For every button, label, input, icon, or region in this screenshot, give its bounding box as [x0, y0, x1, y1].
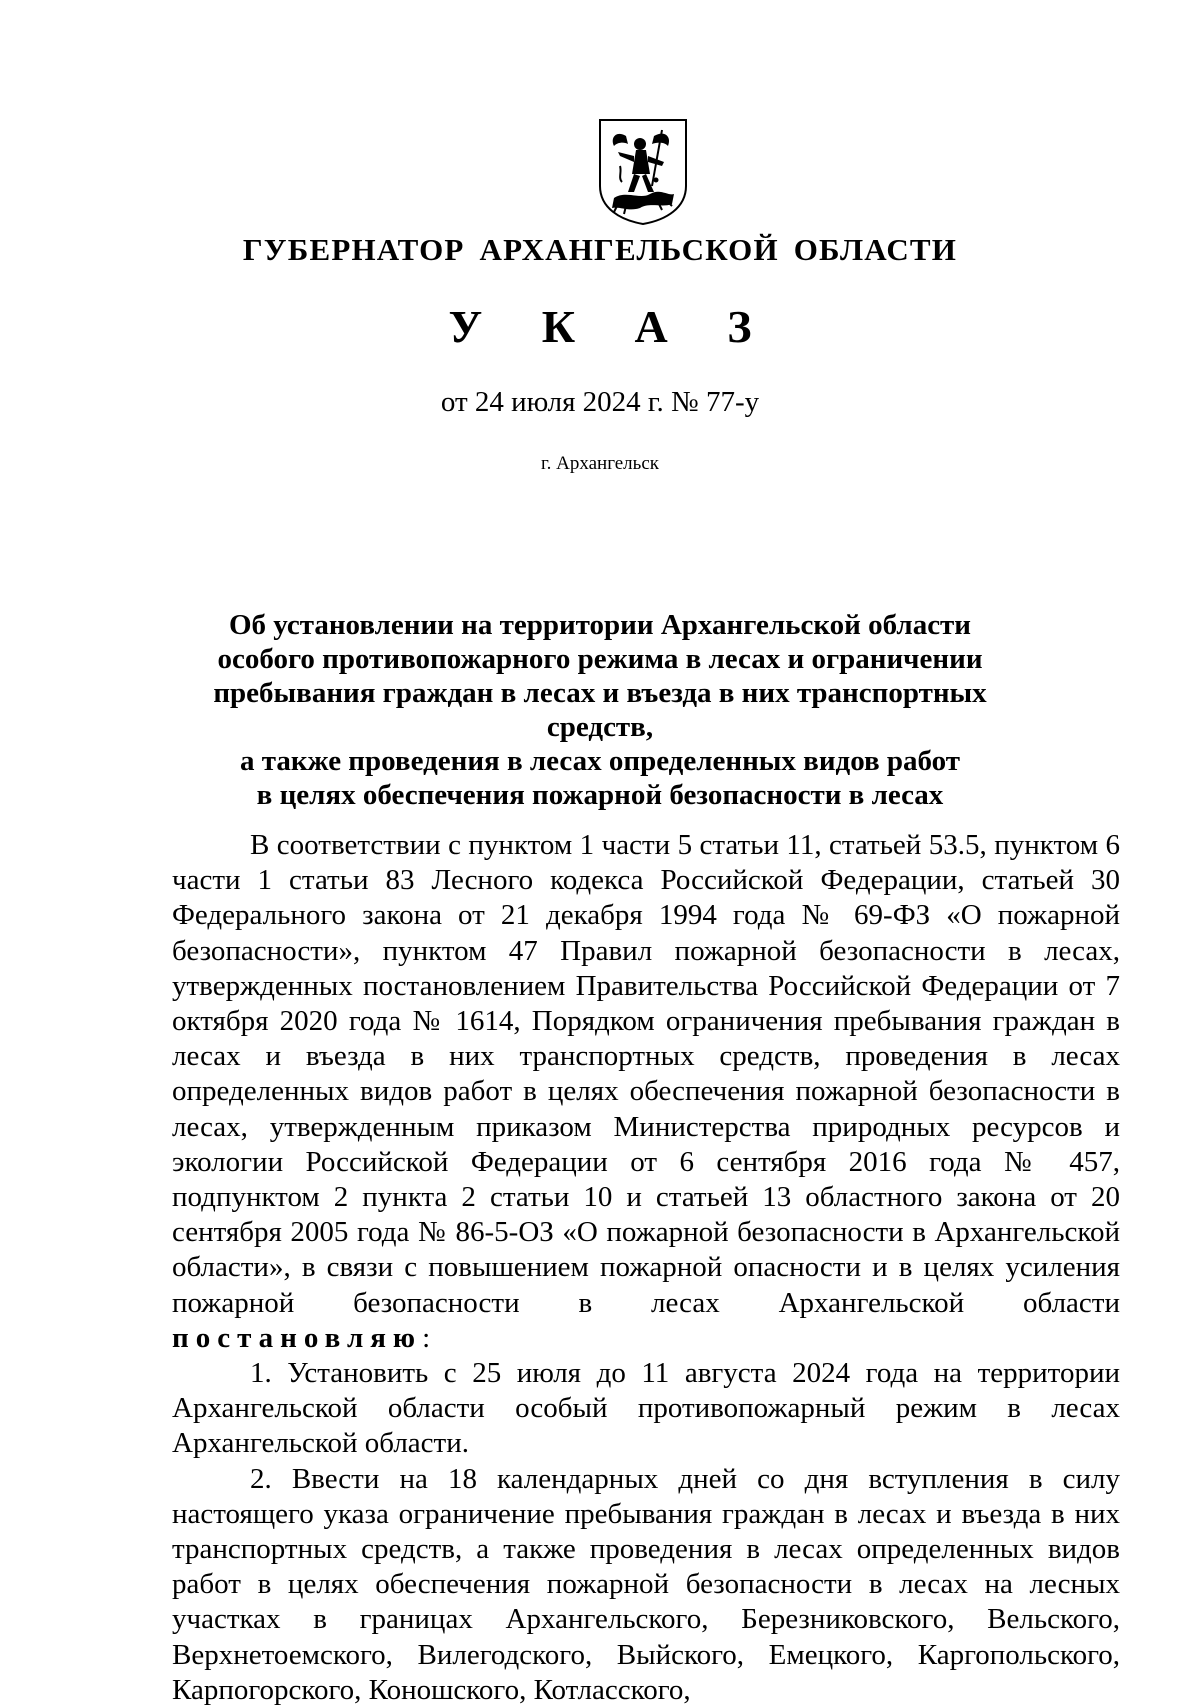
- subject-line: в целях обеспечения пожарной безопасности в лесах: [256, 779, 944, 811]
- decree-item-2: 2. Ввести на 18 календарных дней со дня вступления в силу настоящего указа ограничение пребывания граждан в лесах и въезда в них транспортных средств, а также проведения в лесах определенных видов работ в целях обеспечения пожарной безопасности в лесах на лесных участках в границах Архангельского, Березниковского, Вельского, Верхнетоемского, Вилегодского, Выйского, Емецкого, Каргопольского, Карпогорского, Коношского, Котласского,: [172, 1462, 1120, 1706]
- decree-item-1: 1. Установить с 25 июля до 11 августа 2024 года на территории Архангельской области особый противопожарный режим в лесах Архангельской области.: [172, 1357, 1120, 1460]
- subject-line: пребывания граждан в лесах и въезда в них транспортных средств,: [213, 677, 987, 743]
- decree-colon: :: [422, 1321, 431, 1354]
- decree-word: постановляю: [172, 1321, 423, 1354]
- document-date-number: от 24 июля 2024 г. № 77-у: [440, 386, 760, 418]
- subject-line: особого противопожарного режима в лесах и ограничении: [217, 643, 983, 675]
- document-body: [172, 828, 1120, 1708]
- document-type-title: У К А З: [448, 301, 776, 352]
- preamble-paragraph: [172, 828, 1120, 1356]
- document-subject: [170, 608, 1030, 812]
- coat-of-arms-icon: [596, 116, 690, 226]
- document-city: г. Архангельск: [540, 453, 659, 474]
- subject-line: а также проведения в лесах определенных видов работ: [239, 745, 961, 777]
- preamble-text: В соответствии с пунктом 1 части 5 статьи 11, статьей 53.5, пунктом 6 части 1 статьи 83 Лесного кодекса Российской Федерации, статьей 30 Федерального закона от 21 декабря 1994 года № 69-ФЗ «О пожарной безопасности», пунктом 47 Правил пожарной безопасности в лесах, утвержденных постановлением Правительства Российской Федерации от 7 октября 2020 года № 1614, Порядком ограничения пребывания граждан в лесах и въезда в них транспортных средств, проведения в лесах определенных видов работ в целях обеспечения пожарной безопасности в лесах, утвержденным приказом Министерства природных ресурсов и экологии Российской Федерации от 6 сентября 2016 года № 457, подпунктом 2 пункта 2 статьи 10 и статьей 13 областного закона от 20 сентября 2005 года № 86-5-ОЗ «О пожарной безопасности в Архангельской области», в связи с повышением пожарной опасности и в целях усиления пожарной безопасности в лесах Архангельской области: [172, 829, 1120, 1319]
- subject-line: Об установлении на территории Архангельской области: [228, 609, 972, 641]
- authority-title: ГУБЕРНАТОР АРХАНГЕЛЬСКОЙ ОБЛАСТИ: [242, 232, 958, 267]
